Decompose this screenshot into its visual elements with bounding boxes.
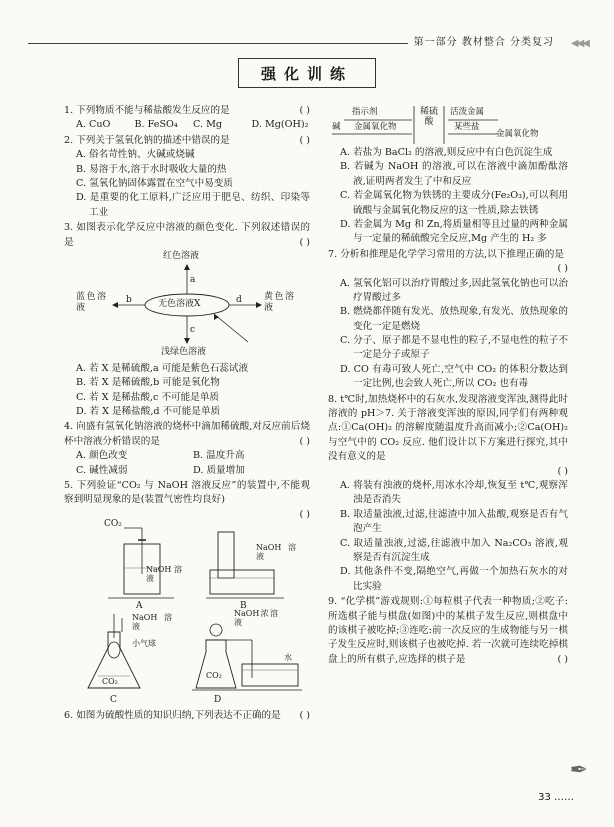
page-footer — [538, 790, 574, 805]
q3-answer-blank: ( ) — [299, 236, 310, 248]
question-6-options — [328, 146, 568, 247]
q5-a-gas-label: CO₂ — [104, 519, 122, 530]
q1-option-d: D. Mg(OH)₂ — [251, 119, 309, 131]
header-section-text: 第一部分 教材整合 分类复习 — [408, 35, 554, 50]
question-2 — [64, 134, 310, 220]
header-arrows-icon: ◀◀◀ — [570, 38, 588, 49]
q5-apparatus-row-1 — [64, 519, 310, 612]
q5-b-letter: B — [240, 601, 247, 612]
section-title-box — [238, 58, 376, 88]
question-6 — [64, 709, 310, 723]
question-1 — [64, 104, 310, 133]
q5-apparatus-c — [74, 612, 184, 708]
q6-answer-blank: ( ) — [299, 710, 310, 722]
q6-label-metal-oxide-right: 金属氧化物 — [496, 129, 539, 139]
q5-c-balloon-label: 小气球 — [132, 639, 156, 649]
question-9 — [328, 595, 568, 667]
q6-label-indicator: 指示剂 — [352, 107, 378, 117]
q7-stem: 7. 分析和推理是化学学习常用的方法,以下推理正确的是 — [328, 248, 564, 260]
q5-c-letter: C — [110, 695, 117, 706]
q4-option-d: D. 质量增加 — [193, 464, 245, 476]
question-7 — [328, 248, 568, 392]
q1-stem: 1. 下列物质不能与稀盐酸发生反应的是 — [64, 105, 230, 116]
q5-c-gas-label: CO₂ — [102, 677, 118, 687]
q2-option-b: B. 易溶于水,溶于水时吸收大量的热 — [76, 163, 227, 175]
q4-option-a: A. 颜色改变 — [76, 450, 128, 462]
q5-answer-blank: ( ) — [299, 508, 310, 520]
q3-color-change-diagram — [64, 250, 310, 362]
q6-option-c: C. 若金属氧化物为铁锈的主要成分(Fe₂O₃),可以利用硫酸与金属氧化物反应的这一性质,除去铁锈 — [340, 190, 568, 216]
q3-label-light-green: 浅绿色溶液 — [161, 346, 207, 357]
q5-a-liquid-label: NaOH溶液 — [146, 565, 182, 583]
q9-answer-blank: ( ) — [557, 653, 568, 665]
q3-option-a: A. 若 X 是稀硫酸,a 可能是紫色石蕊试液 — [76, 362, 249, 374]
q5-stem: 5. 下列验证“CO₂ 与 NaOH 溶液反应”的装置中,不能观察到明显现象的是(装置气密性均良好) — [64, 480, 310, 506]
feather-icon: ✒ — [569, 758, 588, 783]
q5-apparatus-d — [192, 609, 310, 708]
q3-stem: 3. 如图表示化学反应中溶液的颜色变化. 下列叙述错误的是 — [64, 222, 310, 248]
right-column — [328, 104, 568, 668]
q5-apparatus-a-drawing — [94, 522, 184, 600]
q3-label-b: b — [126, 294, 132, 305]
q6-label-sulfuric-acid: 稀硫酸 — [419, 107, 438, 127]
q6-stem: 6. 如图为硫酸性质的知识归纳,下列表达不正确的是 — [64, 710, 281, 722]
page-footer-dots: …… — [554, 792, 574, 803]
q3-label-d: d — [236, 294, 242, 305]
question-4 — [64, 420, 310, 478]
q1-option-b: B. FeSO₄ — [134, 119, 178, 131]
q3-label-a: a — [190, 274, 196, 285]
q6-sulfuric-acid-diagram — [328, 104, 568, 146]
q2-option-a: A. 俗名苛性钠、火碱或烧碱 — [76, 149, 195, 161]
q7-answer-blank: ( ) — [557, 263, 568, 275]
q1-answer-blank: ( ) — [299, 105, 310, 116]
q4-stem: 4. 向盛有氢氧化钠溶液的烧杯中滴加稀硫酸,对反应前后烧杯中溶液分析错误的是 — [64, 421, 310, 447]
q3-label-yellow: 黄色溶液 — [264, 291, 294, 313]
q6-option-d: D. 若金属为 Mg 和 Zn,将质量相等且过量的两种金属与一定量的稀硫酸完全反应,Mg 产生的 H₂ 多 — [340, 218, 568, 245]
q9-stem: 9. “化学棋”游戏规则:①每粒棋子代表一种物质;②吃子:所选棋子能与棋盘(如图)中的某棋子发生反应,则棋盘中的该棋子被吃掉;③连吃:前一次反应的生成物能与另一棋子发生反应时,则该棋子也被吃掉. 若一次就可连续吃掉棋盘上的所有棋子,应选择的棋子是 — [328, 596, 568, 665]
q5-apparatus-b — [204, 522, 304, 612]
q5-apparatus-a — [94, 519, 184, 612]
q2-option-c: C. 氢氧化钠固体露置在空气中易变质 — [76, 177, 234, 189]
q3-label-red: 红色溶液 — [163, 250, 200, 261]
q5-d-letter: D — [214, 695, 222, 706]
left-column — [64, 104, 310, 725]
q6-option-a: A. 若盐为 BaCl₂ 的溶液,则反应中有白色沉淀生成 — [340, 147, 553, 158]
q5-d-water-label: 水 — [284, 653, 292, 663]
q5-b-liquid-label: NaOH溶液 — [256, 543, 296, 561]
q8-option-a: A. 将装有浊液的烧杯,用冰水冷却,恢复至 t℃,观察浑浊是否消失 — [340, 479, 568, 506]
q6-label-some-salts: 某些盐 — [454, 122, 480, 132]
question-8 — [328, 393, 568, 594]
q2-stem: 2. 下列关于氢氧化钠的描述中错误的是 — [64, 134, 230, 146]
q8-stem: 8. t℃时,加热烧杯中的石灰水,发现溶液变浑浊,测得此时溶液的 pH＞7. 关于溶液变浑浊的原因,同学们有两种观点:①Ca(OH)₂ 的溶解度随温度升高而减小;②Ca(OH)₂ 与空气中的 CO₂ 反应. 他们设计以下方案进行探究,其中没有意义的是 — [328, 393, 568, 463]
q2-answer-blank: ( ) — [299, 134, 310, 146]
q5-apparatus-row-2 — [64, 609, 310, 708]
section-title: 强化训练 — [260, 65, 353, 83]
q7-option-d: D. CO 有毒可致人死亡,空气中 CO₂ 的体积分数达到一定比例,也会致人死亡,所以 CO₂ 也有毒 — [340, 363, 568, 390]
q2-option-d: D. 是重要的化工原料,广泛应用于肥皂、纺织、印染等工业 — [76, 192, 310, 218]
q3-label-c: c — [190, 324, 196, 335]
q8-option-d: D. 其他条件不变,隔绝空气,再做一个加热石灰水的对比实验 — [340, 566, 568, 592]
q6-label-metal-oxide-left: 金属氧化物 — [354, 122, 397, 132]
page-number: 33 — [538, 792, 551, 803]
q5-a-letter: A — [136, 601, 143, 612]
page-header — [0, 32, 614, 54]
q4-answer-blank: ( ) — [299, 435, 310, 447]
q5-c-liquid-label: NaOH溶液 — [132, 613, 172, 631]
q6-label-active-metal: 活泼金属 — [450, 107, 485, 117]
q8-option-b: B. 取适量浊液,过滤,往滤渣中加入盐酸,观察是否有气泡产生 — [340, 508, 568, 535]
q3-option-b: B. 若 X 是稀硫酸,b 可能是氧化物 — [76, 377, 220, 389]
q5-d-liquid-label: NaOH浓溶液 — [234, 609, 278, 627]
q5-d-gas-label: CO₂ — [206, 671, 222, 681]
q3-label-blue: 蓝色溶液 — [76, 291, 106, 313]
q6-option-b: B. 若碱为 NaOH 的溶液,可以在溶液中滴加酚酞溶液,证明两者发生了中和反应 — [340, 161, 568, 187]
q8-answer-blank: ( ) — [557, 465, 568, 477]
q7-option-a: A. 氢氧化铝可以治疗胃酸过多,因此氢氧化钠也可以治疗胃酸过多 — [340, 277, 568, 303]
q7-option-b: B. 燃烧都伴随有发光、放热现象,有发光、放热现象的变化一定是燃烧 — [340, 306, 568, 332]
question-5 — [64, 479, 310, 708]
q1-option-a: A. CuO — [76, 119, 111, 131]
q3-option-d: D. 若 X 是稀盐酸,d 不可能是单质 — [76, 406, 221, 418]
q7-option-c: C. 分子、原子都是不显电性的粒子,不显电性的粒子不一定是分子或原子 — [340, 335, 568, 361]
question-3 — [64, 221, 310, 419]
q3-label-colorless-x: 无色溶液X — [158, 298, 201, 309]
q3-option-c: C. 若 X 是稀盐酸,c 不可能是单质 — [76, 391, 220, 403]
q6-label-base: 碱 — [332, 122, 341, 132]
q4-option-c: C. 碱性减弱 — [76, 464, 128, 476]
q4-option-b: B. 温度升高 — [193, 450, 245, 462]
q1-option-c: C. Mg — [193, 119, 223, 131]
q8-option-c: C. 取适量浊液,过滤,往滤液中加入 Na₂CO₃ 溶液,观察是否有沉淀生成 — [340, 537, 568, 563]
